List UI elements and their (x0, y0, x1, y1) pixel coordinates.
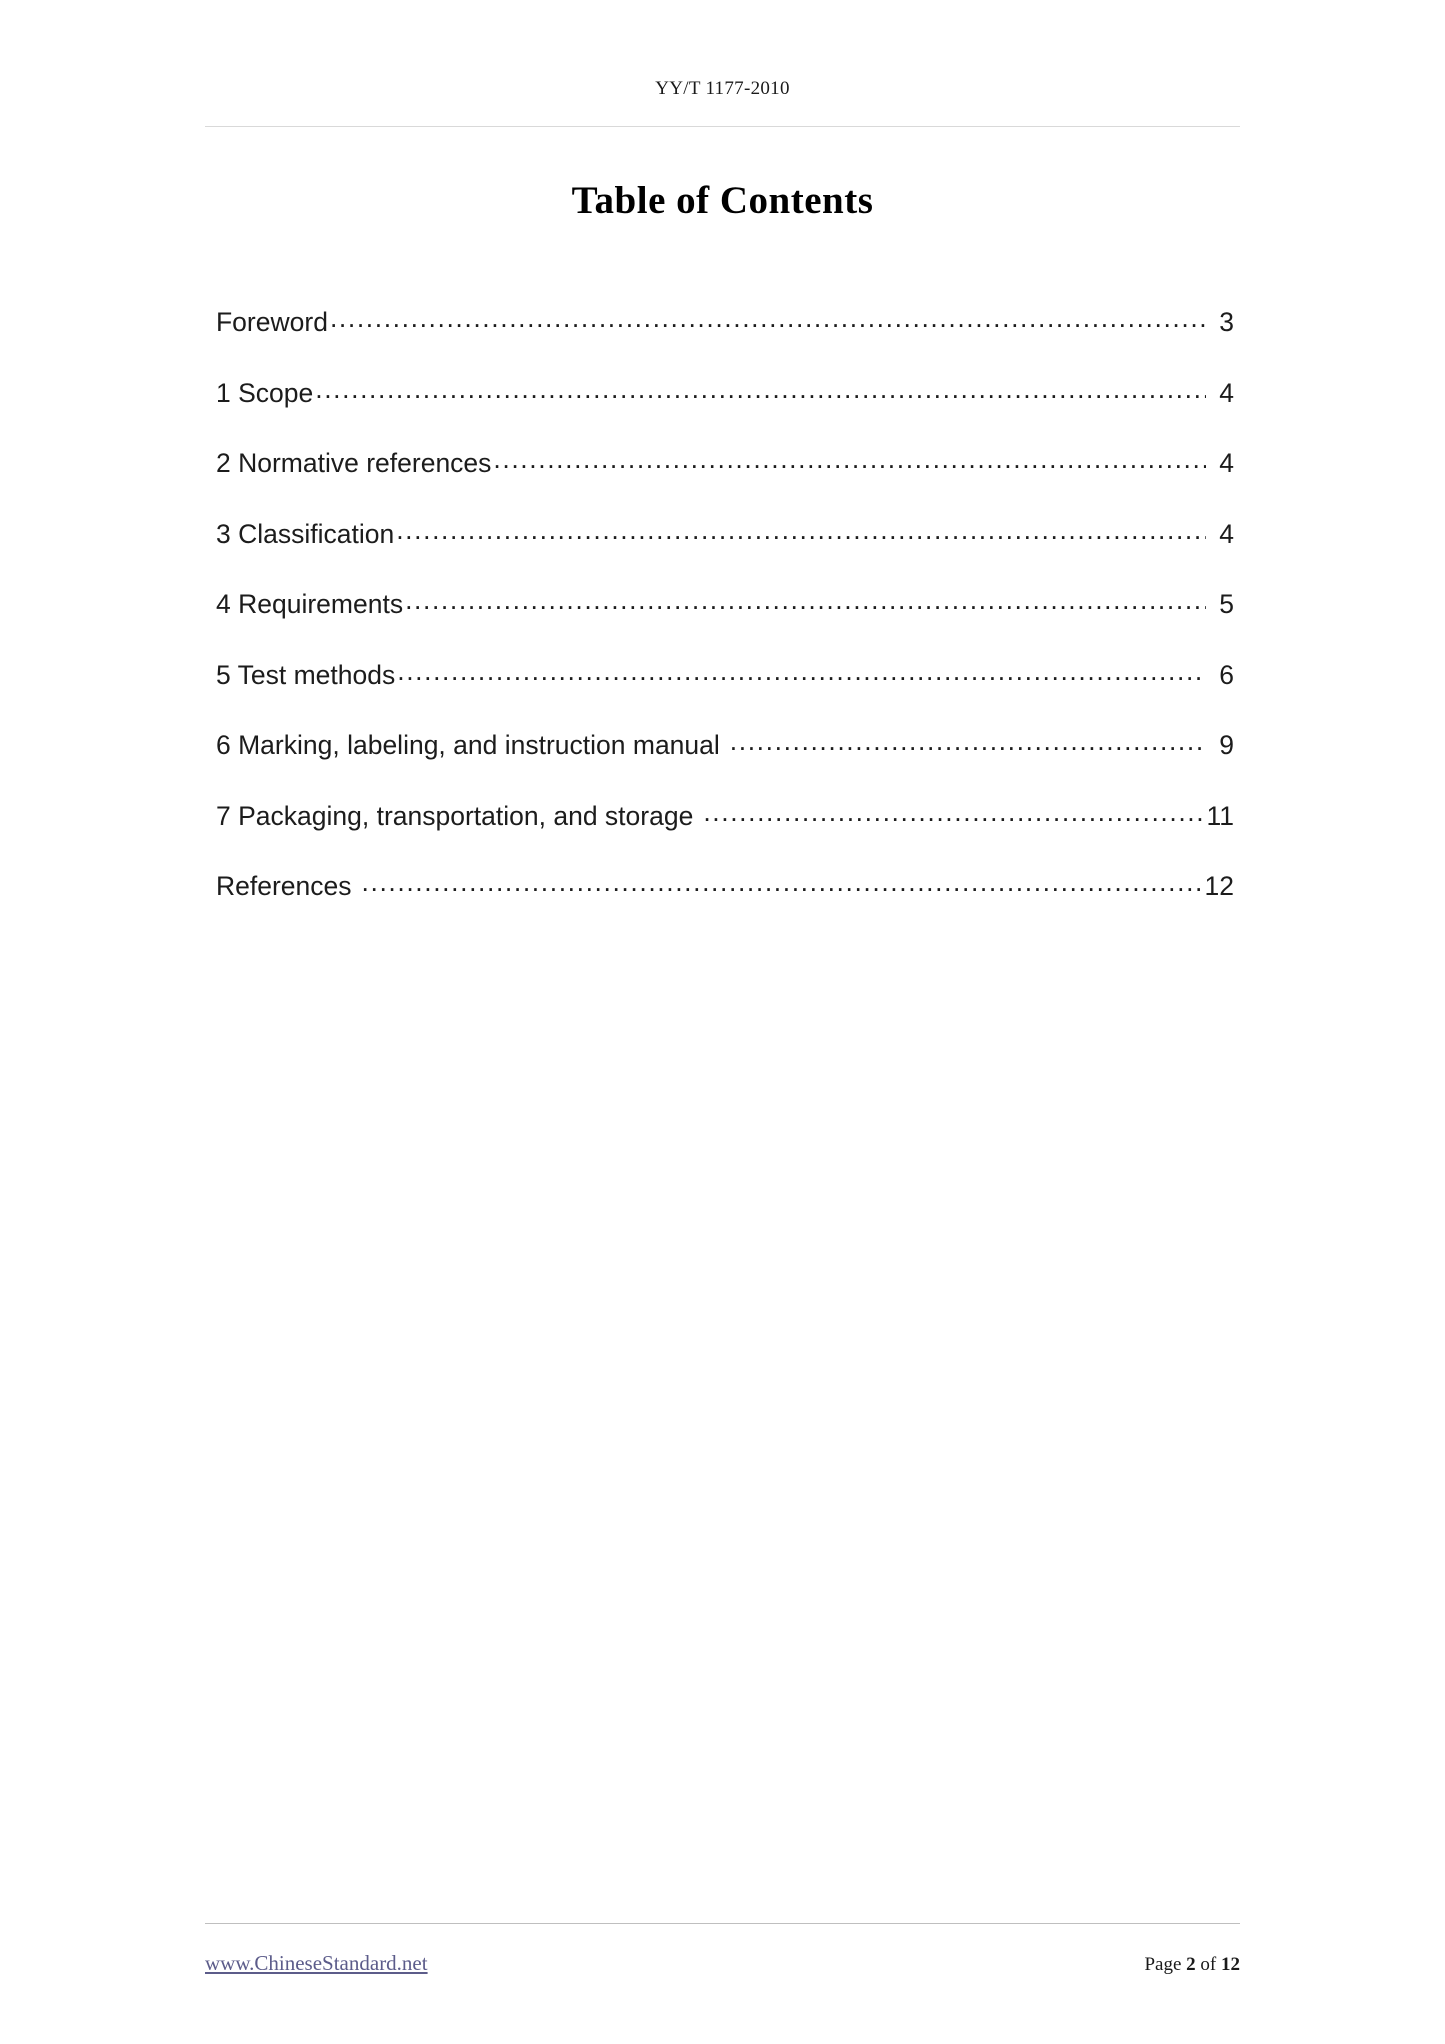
toc-leader-dots (703, 799, 1204, 826)
website-link[interactable]: www.ChineseStandard.net (205, 1951, 428, 1975)
toc-entry-label: 4 Requirements (216, 589, 404, 620)
total-page-number: 12 (1221, 1954, 1240, 1975)
toc-entry-page: 5 (1219, 589, 1234, 620)
toc-entry-label: Foreword (216, 307, 328, 338)
toc-entry[interactable] (216, 658, 1234, 691)
toc-entry-label: 1 Scope (216, 377, 314, 408)
toc-leader-dots (405, 587, 1206, 614)
toc-entry[interactable] (216, 728, 1234, 761)
toc-entry-page: 3 (1219, 307, 1234, 338)
toc-entry[interactable] (216, 305, 1234, 338)
document-header: YY/T 1177-2010 (655, 78, 790, 99)
table-of-contents (216, 305, 1234, 940)
page-of-label: of (1200, 1954, 1217, 1975)
toc-entry-page: 9 (1219, 730, 1234, 761)
toc-entry-page: 4 (1219, 448, 1234, 479)
toc-entry[interactable] (216, 799, 1234, 832)
toc-leader-dots (330, 305, 1206, 332)
toc-entry-label: 7 Packaging, transportation, and storage (216, 800, 694, 831)
toc-entry-label: 3 Classification (216, 518, 395, 549)
toc-entry[interactable] (216, 517, 1234, 550)
page-prefix-label: Page (1144, 1954, 1182, 1975)
toc-leader-dots (493, 446, 1206, 473)
toc-entry[interactable] (216, 376, 1234, 409)
toc-entry-label: 5 Test methods (216, 659, 396, 690)
toc-entry-label: 6 Marking, labeling, and instruction manual (216, 730, 720, 761)
header-divider (205, 126, 1240, 127)
toc-leader-dots (730, 728, 1206, 755)
toc-leader-dots (396, 517, 1206, 544)
page-indicator (1144, 1954, 1240, 1976)
toc-leader-dots (397, 658, 1206, 685)
current-page-number: 2 (1186, 1954, 1196, 1975)
toc-entry-label: References (216, 871, 352, 902)
page-title: Table of Contents (571, 179, 874, 222)
toc-entry-page: 6 (1219, 659, 1234, 690)
toc-entry-page: 4 (1219, 377, 1234, 408)
toc-entry[interactable] (216, 587, 1234, 620)
toc-entry[interactable] (216, 869, 1234, 902)
toc-entry-page: 11 (1206, 800, 1234, 831)
toc-leader-dots (362, 869, 1203, 896)
footer-divider (205, 1923, 1240, 1924)
toc-entry-page: 4 (1219, 518, 1234, 549)
toc-leader-dots (315, 376, 1206, 403)
toc-entry-page: 12 (1204, 871, 1234, 902)
toc-entry-label: 2 Normative references (216, 448, 492, 479)
toc-entry[interactable] (216, 446, 1234, 479)
page-footer (205, 1951, 1240, 1976)
